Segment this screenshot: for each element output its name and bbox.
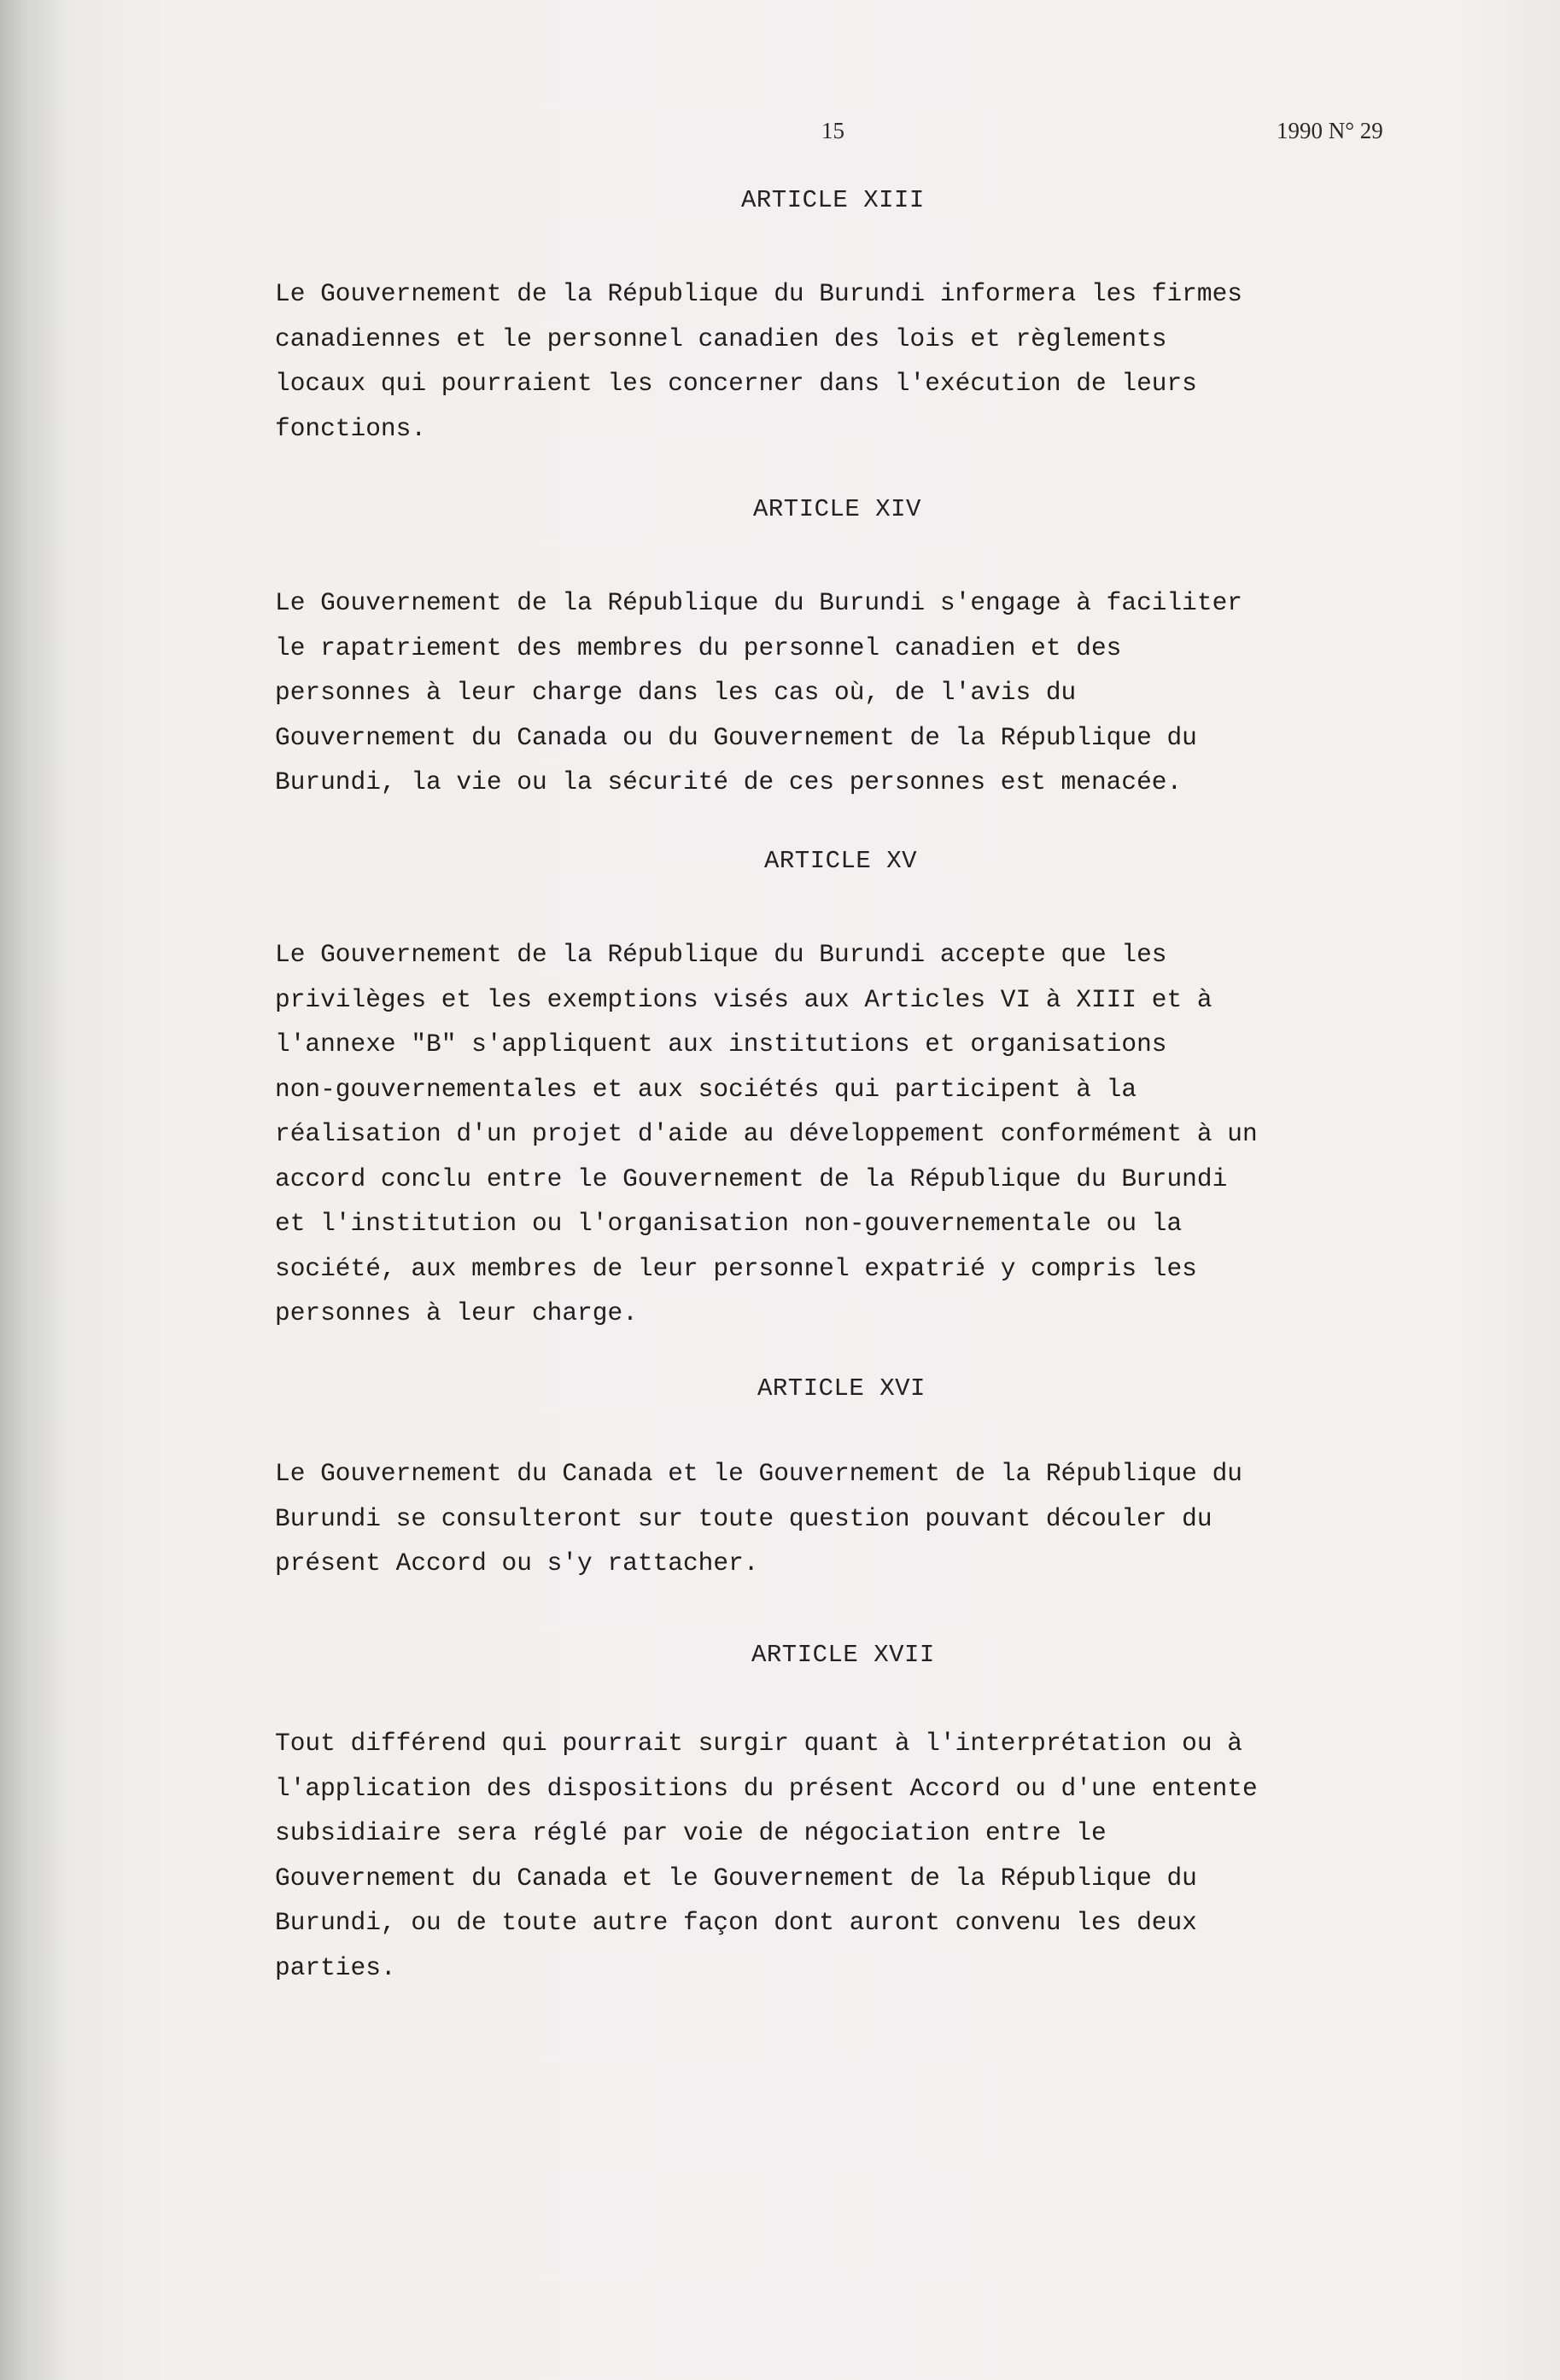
- text-line: Gouvernement du Canada ou du Gouvernement de la République du: [275, 722, 1197, 752]
- text-line: réalisation d'un projet d'aide au développement conformément à un: [275, 1119, 1258, 1148]
- article-body-xvi: [275, 1451, 1428, 1586]
- text-line: locaux qui pourraient les concerner dans l'exécution de leurs: [275, 369, 1197, 398]
- text-line: Tout différend qui pourrait surgir quant à l'interprétation ou à: [275, 1729, 1242, 1758]
- page-number: 15: [821, 118, 844, 143]
- text-line: le rapatriement des membres du personnel canadien et des: [275, 633, 1122, 662]
- text-line: privilèges et les exemptions visés aux Articles VI à XIII et à: [275, 984, 1212, 1014]
- text-line: fonctions.: [275, 413, 427, 443]
- text-line: société, aux membres de leur personnel expatrié y compris les: [275, 1253, 1197, 1283]
- text-line: Burundi se consulteront sur toute question pouvant découler du: [275, 1503, 1212, 1533]
- document-reference: 1990 N° 29: [1277, 118, 1383, 143]
- article-title-xvi: ARTICLE XVI: [757, 1374, 926, 1403]
- text-line: personnes à leur charge.: [275, 1298, 638, 1327]
- binding-shadow: [0, 0, 60, 2380]
- article-body-xiii: [275, 271, 1428, 451]
- text-line: Le Gouvernement de la République du Burundi informera les firmes: [275, 279, 1242, 308]
- text-line: l'annexe "B" s'appliquent aux institutions et organisations: [275, 1030, 1167, 1059]
- text-line: subsidiaire sera réglé par voie de négociation entre le: [275, 1818, 1107, 1847]
- article-body-xiv: [275, 580, 1428, 805]
- text-line: Burundi, la vie ou la sécurité de ces personnes est menacée.: [275, 767, 1183, 796]
- text-line: canadiennes et le personnel canadien des lois et règlements: [275, 324, 1167, 353]
- article-title-xiii: ARTICLE XIII: [741, 186, 925, 214]
- article-title-xvii: ARTICLE XVII: [751, 1641, 935, 1669]
- text-line: Gouvernement du Canada et le Gouvernement de la République du: [275, 1863, 1197, 1893]
- article-body-xv: [275, 932, 1428, 1336]
- text-line: non-gouvernementales et aux sociétés qui participent à la: [275, 1074, 1137, 1104]
- text-line: l'application des dispositions du présent Accord ou d'une entente: [275, 1773, 1258, 1803]
- text-line: Le Gouvernement de la République du Burundi s'engage à faciliter: [275, 588, 1242, 617]
- article-body-xvii: [275, 1721, 1428, 1990]
- text-line: Le Gouvernement du Canada et le Gouvernement de la République du: [275, 1459, 1242, 1488]
- article-title-xiv: ARTICLE XIV: [753, 495, 921, 523]
- text-line: Burundi, ou de toute autre façon dont auront convenu les deux: [275, 1908, 1197, 1937]
- text-line: accord conclu entre le Gouvernement de la République du Burundi: [275, 1164, 1228, 1193]
- text-line: parties.: [275, 1952, 396, 1982]
- text-line: présent Accord ou s'y rattacher.: [275, 1549, 759, 1578]
- text-line: personnes à leur charge dans les cas où, de l'avis du: [275, 678, 1077, 707]
- article-title-xv: ARTICLE XV: [764, 847, 918, 875]
- text-line: et l'institution ou l'organisation non-gouvernementale ou la: [275, 1209, 1183, 1238]
- text-line: Le Gouvernement de la République du Burundi accepte que les: [275, 940, 1167, 969]
